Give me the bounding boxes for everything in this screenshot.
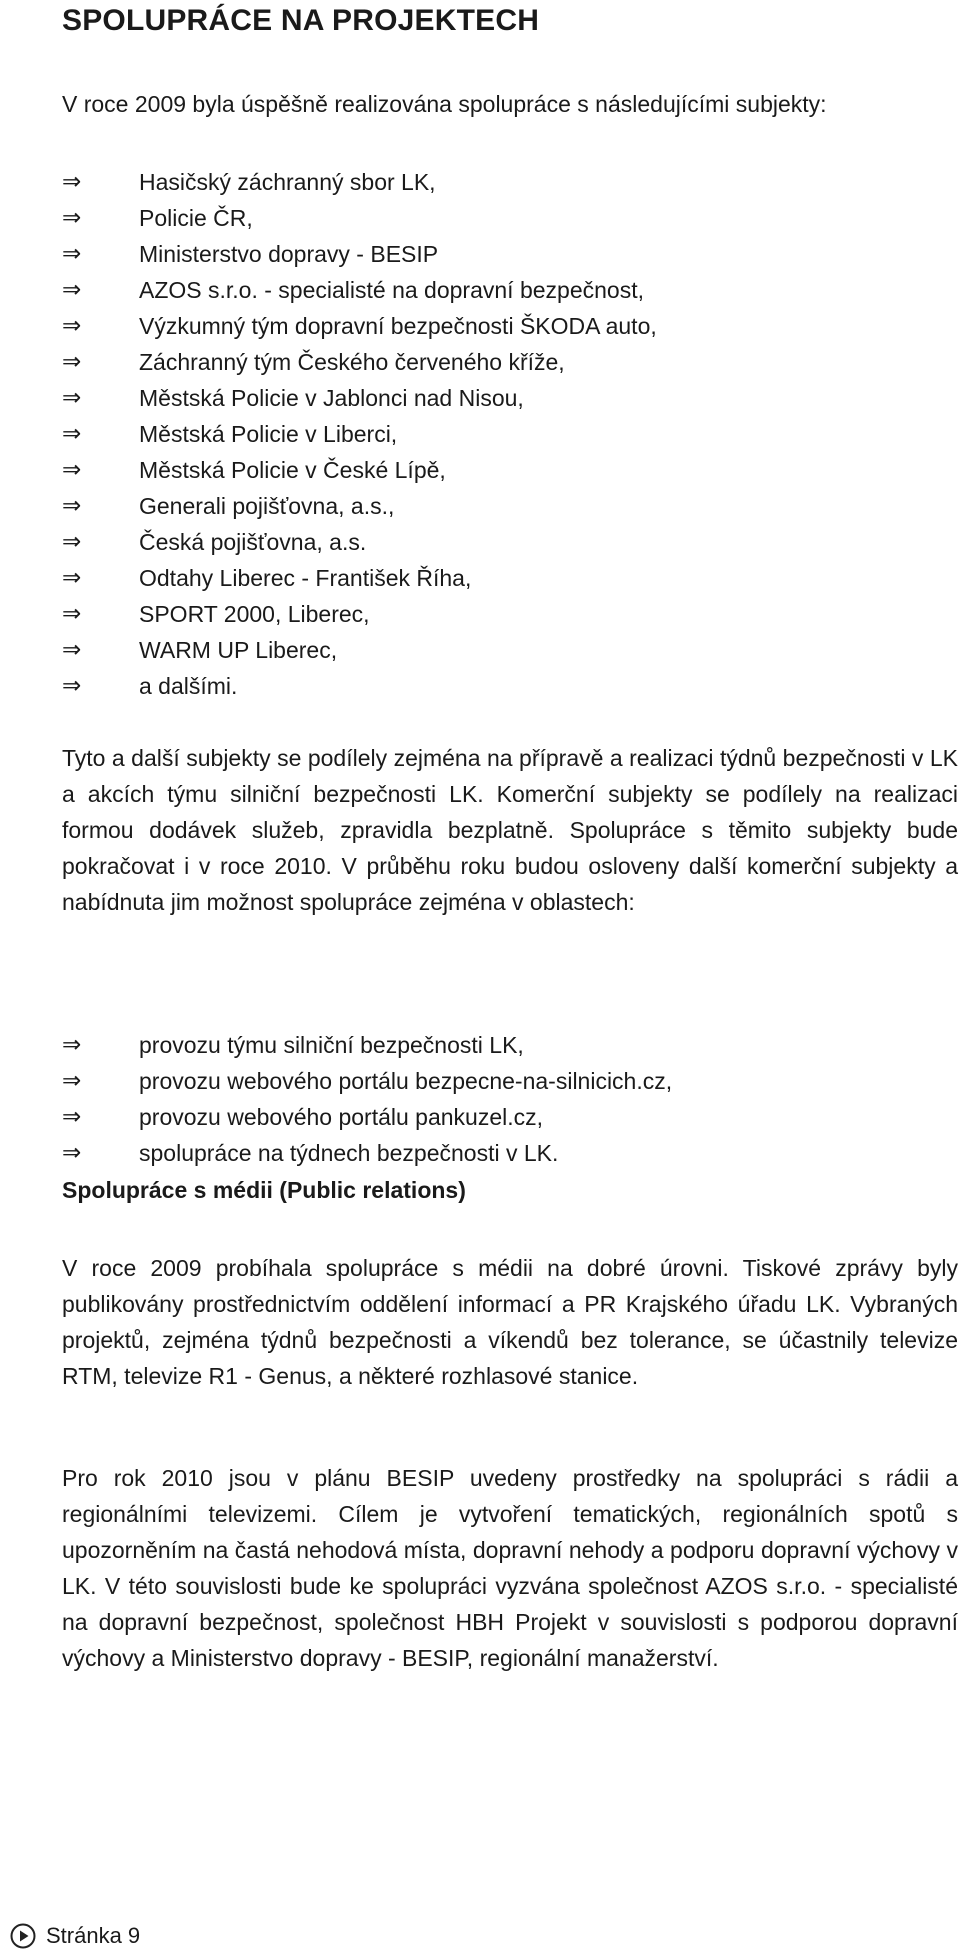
arrow-icon: ⇒ — [62, 637, 82, 663]
list-item-text: Hasičský záchranný sbor LK, — [139, 169, 436, 195]
list-item-text: Výzkumný tým dopravní bezpečnosti ŠKODA auto, — [139, 313, 657, 339]
intro-sentence: V roce 2009 byla úspěšně realizována spolupráce s následujícími subjekty: — [62, 91, 827, 117]
plan-paragraph: Pro rok 2010 jsou v plánu BESIP uvedeny prostředky na spolupráci s rádii a regionálními televizemi. Cílem je vytvoření tematických, regionálních spotů s upozorněním na častá nehodová místa, dopravní nehody a podporu dopravní výchovy v LK. V této souvislosti bude ke spolupráci vyzvána společnost AZOS s.r.o. - specialisté na dopravní bezpečnost, společnost HBH Projekt v souvislosti s podporou dopravní výchovy a Ministerstvo dopravy - BESIP, regionální manažerství. — [62, 1465, 958, 1671]
arrow-icon: ⇒ — [62, 1068, 82, 1094]
list-item-text: Městská Policie v Jablonci nad Nisou, — [139, 385, 524, 411]
arrow-icon: ⇒ — [62, 457, 82, 483]
list-item-text: provozu webového portálu pankuzel.cz, — [139, 1104, 544, 1130]
page-footer — [10, 1921, 140, 1951]
arrow-icon: ⇒ — [62, 1032, 82, 1058]
list-item-text: provozu webového portálu bezpecne-na-silnicich.cz, — [139, 1068, 673, 1094]
arrow-icon: ⇒ — [62, 277, 82, 303]
arrow-icon: ⇒ — [62, 421, 82, 447]
list-item-text: Generali pojišťovna, a.s., — [139, 493, 395, 519]
arrow-icon: ⇒ — [62, 493, 82, 519]
list-item-text: a dalšími. — [139, 673, 238, 699]
list-item-text: WARM UP Liberec, — [139, 637, 338, 663]
list-item-text: AZOS s.r.o. - specialisté na dopravní bezpečnost, — [139, 277, 644, 303]
play-circle-icon — [10, 1923, 36, 1949]
arrow-icon: ⇒ — [62, 1104, 82, 1130]
arrow-icon: ⇒ — [62, 241, 82, 267]
list-item-text: Městská Policie v Liberci, — [139, 421, 398, 447]
arrow-icon: ⇒ — [62, 169, 82, 195]
list-item-text: spolupráce na týdnech bezpečnosti v LK. — [139, 1140, 559, 1166]
list-item-text: Česká pojišťovna, a.s. — [139, 529, 367, 555]
list-item-text: provozu týmu silniční bezpečnosti LK, — [139, 1032, 524, 1058]
arrow-icon: ⇒ — [62, 529, 82, 555]
cooperation-paragraph: Tyto a další subjekty se podílely zejména na přípravě a realizaci týdnů bezpečnosti v LK a akcích týmu silniční bezpečnosti LK. Komerční subjekty se podílely na realizaci formou dodávek služeb, zpravidla bezplatně. Spolupráce s těmito subjekty bude pokračovat i v roce 2010. V průběhu roku budou osloveny další komerční subjekty a nabídnuta jim možnost spolupráce zejména v oblastech: — [62, 745, 958, 915]
arrow-icon: ⇒ — [62, 601, 82, 627]
section-heading: Spolupráce s médii (Public relations) — [62, 1177, 466, 1203]
page-title: SPOLUPRÁCE NA PROJEKTECH — [62, 4, 540, 37]
list-item-text: Záchranný tým Českého červeného kříže, — [139, 349, 565, 375]
arrow-icon: ⇒ — [62, 673, 82, 699]
arrow-icon: ⇒ — [62, 349, 82, 375]
list-item-text: Odtahy Liberec - František Říha, — [139, 565, 472, 591]
list-item-text: Policie ČR, — [139, 205, 253, 231]
media-paragraph: V roce 2009 probíhala spolupráce s médii na dobré úrovni. Tiskové zprávy byly publikovány prostřednictvím oddělení informací a PR Krajského úřadu LK. Vybraných projektů, zejména týdnů bezpečnosti a víkendů bez tolerance, se účastnily televize RTM, televize R1 - Genus, a některé rozhlasové stanice. — [62, 1255, 958, 1389]
list-item-text: Ministerstvo dopravy - BESIP — [139, 241, 439, 267]
arrow-icon: ⇒ — [62, 1140, 82, 1166]
list-item-text: Městská Policie v České Lípě, — [139, 457, 446, 483]
page-number: Stránka 9 — [46, 1923, 141, 1948]
arrow-icon: ⇒ — [62, 313, 82, 339]
arrow-icon: ⇒ — [62, 385, 82, 411]
arrow-icon: ⇒ — [62, 205, 82, 231]
list-item-text: SPORT 2000, Liberec, — [139, 601, 370, 627]
arrow-icon: ⇒ — [62, 565, 82, 591]
